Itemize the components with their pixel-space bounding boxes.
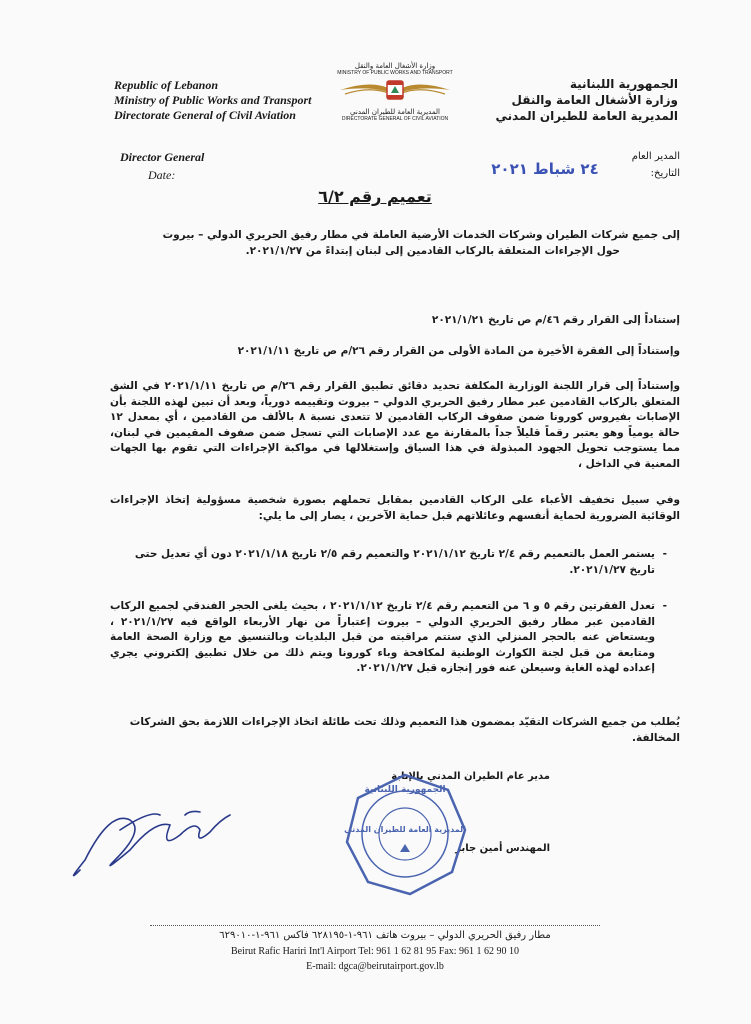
intro-line: حول الإجراءات المتعلقة بالركاب القادمين إلى لبنان إبتداءً من ٢٠٢١/١/٢٧. <box>245 244 620 257</box>
stamp-outer-text: الجمهورية اللبنانية <box>364 785 446 795</box>
logo-top-ar: وزارة الأشغال العامة والنقل <box>354 62 436 70</box>
list-item-text: يستمر العمل بالتعميم رقم ٢/٤ تاريخ ٢٠٢١/١/١٢ والتعميم رقم ٢/٥ تاريخ ٢٠٢١/١/١٨ دون أي تعديل حتى تاريخ ٢٠٢١/١/٢٧. <box>134 548 655 576</box>
header-en <box>114 78 344 123</box>
handwritten-date: ٢٤ شباط ٢٠٢١ <box>491 160 599 178</box>
footer-en: Beirut Rafic Hariri Int'l Airport Tel: 961 1 62 81 95 Fax: 961 1 62 90 10 <box>230 946 520 957</box>
header-en-line: Directorate General of Civil Aviation <box>114 108 296 122</box>
logo-bottom-en: DIRECTORATE GENERAL OF CIVIL AVIATION <box>341 116 449 122</box>
date-label-en: Date: <box>148 168 176 182</box>
header-ar <box>470 76 678 124</box>
header-ar-line: الجمهورية اللبنانية <box>569 77 678 91</box>
circular-title: تعميم رقم ٦/٢ <box>318 187 432 206</box>
date-label-ar: التاريخ: <box>650 168 680 179</box>
basis-1: إستناداً إلى القرار رقم ٤٦/م ص تاريخ ٢٠٢١/١/٢١ <box>431 314 680 326</box>
ministry-logo <box>330 62 460 144</box>
signature-role: مدير عام الطيران المدني بالإنابة <box>391 771 550 782</box>
list-item <box>110 547 655 578</box>
handwritten-signature <box>60 790 260 890</box>
director-label-en: Director General <box>120 150 205 164</box>
footer-email: E-mail: dgca@beirutairport.gov.lb <box>306 961 444 972</box>
logo-emblem-icon <box>330 76 460 104</box>
official-stamp-icon <box>340 770 470 900</box>
list-bullet: - <box>662 548 667 560</box>
intro <box>120 228 680 259</box>
list-bullet: - <box>662 600 667 612</box>
footer-divider <box>150 925 600 926</box>
list-item <box>110 599 655 677</box>
basis-2: وإستناداً إلى الفقرة الأخيرة من المادة الأولى من القرار رقم ٢٦/م ص تاريخ ٢٠٢١/١/١١ <box>237 345 680 357</box>
measures-intro: وفي سبيل تخفيف الأعباء على الركاب القادمين بمقابل تحملهم بصورة شخصية مسؤولية إتخاذ الإجراءات الوقائية الضرورية لحماية أنفسهم وعائلاتهم قبل حماية الآخرين ، يصار إلى ما يلي: <box>110 494 680 522</box>
logo-bottom-ar: المديرية العامة للطيران المدني <box>350 108 440 116</box>
basis-3: وإستناداً إلى قرار اللجنة الوزارية المكلفة تحديد دقائق تطبيق القرار رقم ٢٦/م ص تاريخ ٢٠٢١/١/١١ في الشق المتعلق بالركاب القادمين عبر مطار رفيق الحريري الدولي – بيروت وتقييمه دورياً، وبعد أن تبين لهذه اللجنة بأن الإصابات بفيروس كورونا ضمن صفوف الركاب القادمين لا تتعدى نسبة ٨ بالألف من القادمين ، أي بمعدل ١٢ حالة يومياً وهو يعتبر رقماً قليلاً جداً بالمقارنة مع عدد الإصابات التي تسجل ضمن صفوف المقيمين في لبنان، مما يستوجب تحويل الجهود المبذولة في هذا السياق وإستغلالها في مواكبة الإجراءات التي تقوم بها الجهات المعنية في الداخل ، <box>110 380 681 470</box>
director-label-ar: المدير العام <box>631 151 680 162</box>
header-ar-line: وزارة الأشغال العامة والنقل <box>511 93 678 107</box>
logo-top-en: MINISTRY OF PUBLIC WORKS AND TRANSPORT <box>337 70 453 76</box>
closing-paragraph: يُطلب من جميع الشركات التقيّد بمضمون هذا التعميم وذلك تحت طائلة اتخاذ الإجراءات اللازمة بحق الشركات المخالفة. <box>129 716 680 744</box>
signature-name: المهندس أمين جابر <box>455 843 550 854</box>
header-en-line: Ministry of Public Works and Transport <box>114 93 312 107</box>
header-en-line: Republic of Lebanon <box>114 78 218 92</box>
stamp-inner-text: المديرية العامة للطيران المدني <box>344 825 466 834</box>
intro-line: إلى جميع شركات الطيران وشركات الخدمات الأرضية العاملة في مطار رفيق الحريري الدولي – بيروت <box>162 229 680 241</box>
footer-ar: مطار رفيق الحريري الدولي – بيروت هاتف ٩٦١-١-٦٢٨١٩٥ فاكس ٩٦١-١-٦٢٩٠١٠ <box>219 930 551 941</box>
header-ar-line: المديرية العامة للطيران المدني <box>495 109 678 123</box>
list-item-text: تعدل الفقرتين رقم ٥ و ٦ من التعميم رقم ٢/٤ تاريخ ٢٠٢١/١/١٢ ، بحيث يلغى الحجر الفندقي لجميع الركاب القادمين عبر مطار رفيق الحريري الدولي – بيروت إعتباراً من نهار الأربعاء الواقع فيه ٢٠٢١/١/٢٧ ، ويستعاض عنه بالحجر المنزلي الذي ستتم مراقبته من قبل البلديات وبالتنسيق مع وزارة الصحة العامة ومتابعة من قبل لجنة الكوارث الوطنية لمكافحة وباء كورونا ويتم ذلك من خلال تطبيق إلكتروني يجري إعداده لهذه الغاية وسيعلن عنه فور إنجازه قبل ٢٠٢١/١/٢٧. <box>110 600 656 674</box>
